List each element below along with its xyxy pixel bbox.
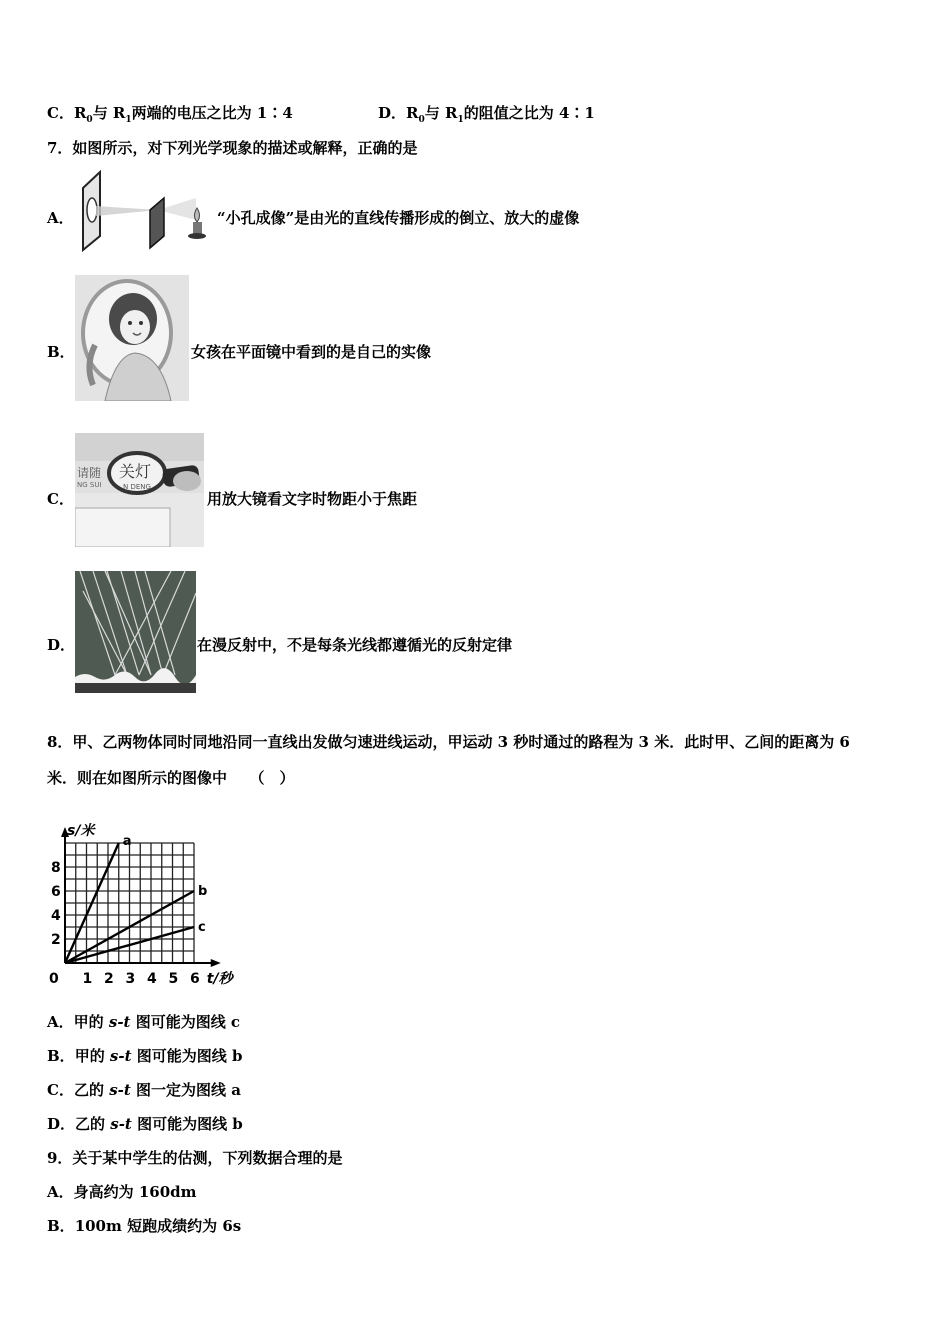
series-label-a: a (122, 834, 132, 849)
q7-option-b-letter: B． (47, 343, 75, 361)
q8-stem-line1: 8．甲、乙两物体同时同地沿同一直线出发做匀速进线运动，甲运动 3 秒时通过的路程为 3 米．此时甲、乙间的距离为 6 (47, 733, 850, 751)
x-tick-label: 1 (82, 971, 93, 987)
sign-magnified-text: 关灯 (119, 462, 152, 481)
y-axis-label: s/米 (67, 823, 95, 839)
q8-stem-line2: 米．则在如图所示的图像中 （ ） (47, 769, 295, 787)
q7-option-c-letter: C． (47, 490, 74, 508)
diffuse-reflection-photo (75, 571, 196, 693)
q7-option-d-text: 在漫反射中，不是每条光线都遵循光的反射定律 (197, 636, 513, 654)
y-tick-label: 6 (51, 884, 61, 900)
q7-option-d-letter: D． (47, 636, 76, 654)
q7-option-a-text: “小孔成像”是由光的直线传播形成的倒立、放大的虚像 (217, 209, 580, 227)
y-tick-label: 4 (51, 908, 61, 924)
series-label-b: b (198, 884, 208, 899)
q9-option-b: B．100m 短跑成绩约为 6s (47, 1217, 242, 1235)
q8-option-d: D．乙的 s-t 图可能为图线 b (47, 1115, 243, 1133)
q8-option-b: B．甲的 s-t 图可能为图线 b (47, 1047, 243, 1065)
q9-option-a: A．身高约为 160dm (47, 1183, 197, 1201)
x-tick-label: 6 (190, 971, 200, 987)
magnifier-photo (75, 433, 204, 547)
x-tick-label: 2 (104, 971, 114, 987)
series-label-c: c (198, 920, 206, 935)
q6-option-d: D．$R_0$与 $R_1$的阻值之比为 4∶1 (378, 104, 595, 125)
pinhole-camera-illustration (78, 170, 212, 252)
q7-stem: 7．如图所示，对下列光学现象的描述或解释，正确的是 (47, 139, 418, 157)
sign-small-pinyin-right: N DENG (123, 483, 151, 491)
q7-option-a-letter: A． (47, 209, 74, 227)
x-tick-label: 5 (168, 971, 179, 987)
x-tick-label: 0 (49, 971, 59, 987)
girl-mirror-photo (75, 275, 189, 401)
y-tick-label: 8 (51, 860, 61, 876)
x-axis-label: t/秒 (206, 971, 233, 987)
x-tick-label: 4 (147, 971, 157, 987)
q8-option-a: A．甲的 s-t 图可能为图线 c (47, 1013, 241, 1031)
x-tick-label: 3 (125, 971, 136, 987)
q6-option-c: C．$R_0$与 $R_1$两端的电压之比为 1∶4 (47, 104, 293, 125)
y-tick-label: 2 (51, 932, 61, 948)
sign-small-pinyin: NG SUI (77, 481, 102, 489)
q7-option-c-text: 用放大镜看文字时物距小于焦距 (207, 490, 418, 508)
q7-option-b-text: 女孩在平面镜中看到的是自己的实像 (191, 343, 432, 361)
q8-option-c: C．乙的 s-t 图一定为图线 a (47, 1081, 241, 1099)
sign-small-text-left: 请随 (77, 466, 102, 480)
q9-stem: 9．关于某中学生的估测，下列数据合理的是 (47, 1149, 343, 1167)
st-graph (45, 805, 260, 990)
x-axis-arrow (211, 959, 221, 967)
